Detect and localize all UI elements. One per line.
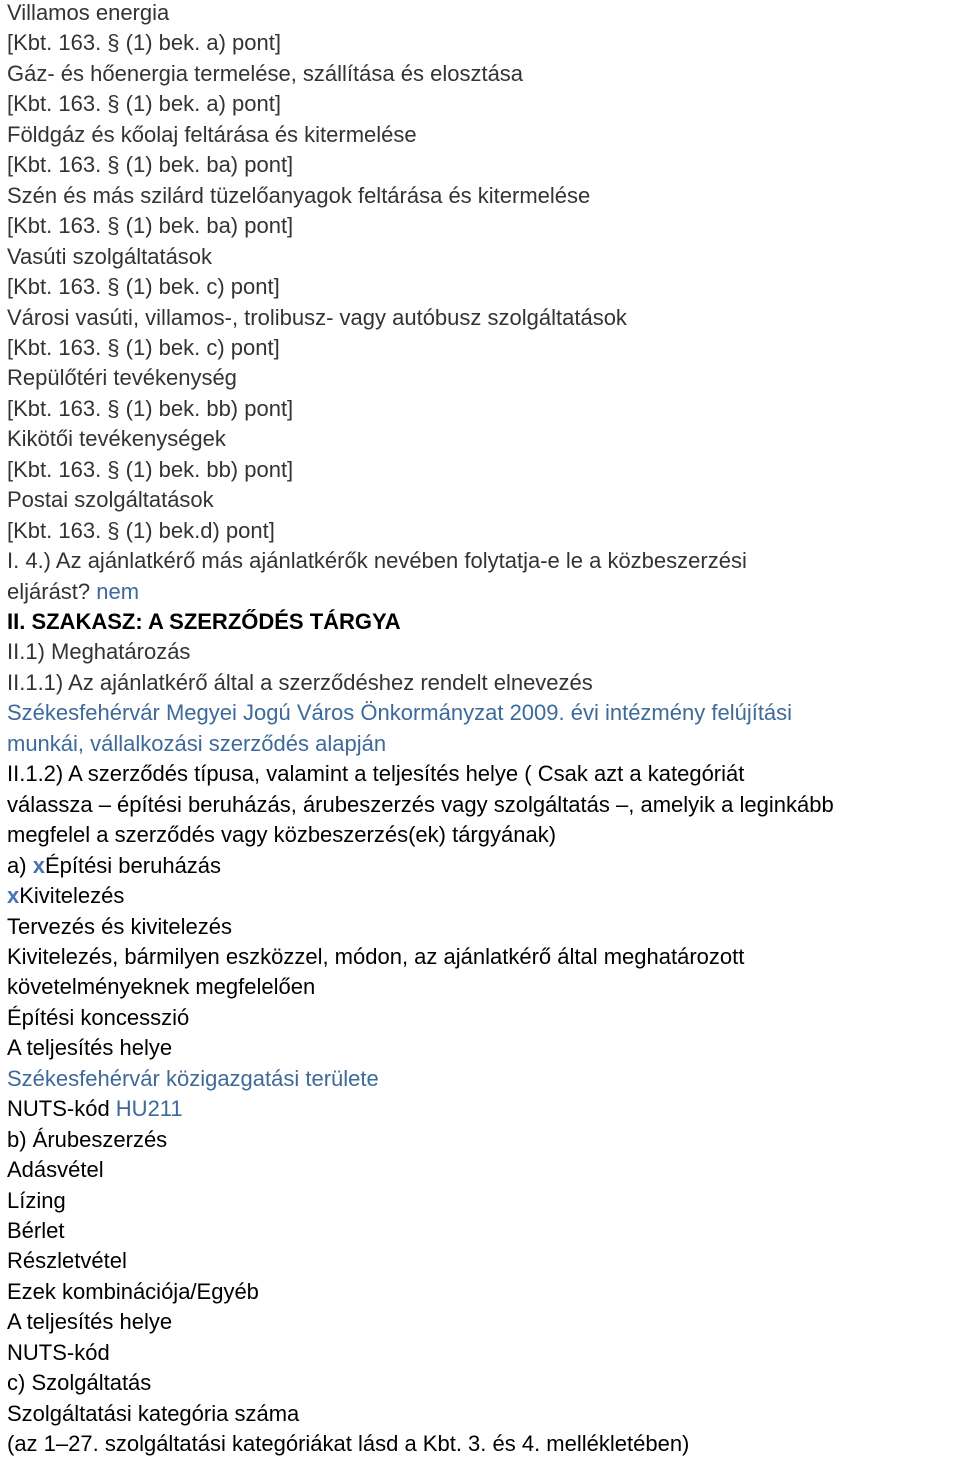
text-segment: A teljesítés helye — [7, 1035, 173, 1061]
text-segment: c) Szolgáltatás — [7, 1370, 152, 1396]
text-segment: Kivitelezés — [19, 883, 125, 909]
text-line — [7, 546, 747, 576]
text-segment: Kikötői tevékenységek — [7, 426, 226, 452]
text-segment: NUTS-kód — [7, 1096, 116, 1122]
text-line — [7, 211, 293, 241]
text-line — [7, 1125, 167, 1155]
text-segment: Részletvétel — [7, 1248, 127, 1274]
text-line — [7, 972, 315, 1002]
text-line — [7, 1246, 127, 1276]
section-heading: II. SZAKASZ: A SZERZŐDÉS TÁRGYA — [7, 609, 401, 634]
text-segment: Kivitelezés, bármilyen eszközzel, módon, az ajánlatkérő által meghatározott — [7, 943, 745, 969]
text-line — [7, 881, 124, 911]
text-segment: [Kbt. 163. § (1) bek. ba) pont] — [7, 213, 294, 239]
text-line — [7, 1429, 689, 1459]
text-line — [7, 1155, 104, 1185]
text-segment: I. 4.) Az ajánlatkérő más ajánlatkérők nevében folytatja-e le a közbeszerzési — [7, 548, 747, 574]
text-line — [7, 1216, 64, 1246]
text-line — [7, 1186, 66, 1216]
text-segment: Adásvétel — [7, 1157, 104, 1183]
text-line — [7, 516, 275, 546]
field-value: Székesfehérvár Megyei Jogú Város Önkormányzat 2009. évi intézmény felújítási — [7, 700, 793, 726]
text-line — [7, 1338, 110, 1368]
text-segment: [Kbt. 163. § (1) bek.d) pont] — [7, 517, 275, 543]
text-line — [7, 0, 169, 28]
checkbox-mark: x — [7, 883, 20, 909]
text-line — [7, 485, 214, 515]
text-segment: [Kbt. 163. § (1) bek. c) pont] — [7, 274, 280, 300]
text-segment: [Kbt. 163. § (1) bek. a) pont] — [7, 91, 281, 117]
text-line — [7, 1003, 189, 1033]
text-segment: válassza – építési beruházás, árubeszerzés vagy szolgáltatás –, amelyik a leginkább — [7, 791, 834, 817]
text-line — [7, 668, 593, 698]
text-segment: (az 1–27. szolgáltatási kategóriákat lásd a Kbt. 3. és 4. mellékletében) — [7, 1431, 690, 1457]
text-segment: Szén és más szilárd tüzelőanyagok feltárása és kitermelése — [7, 182, 591, 208]
text-segment: Gáz- és hőenergia termelése, szállítása és elosztása — [7, 60, 524, 86]
text-segment: b) Árubeszerzés — [7, 1126, 168, 1152]
text-line — [7, 89, 281, 119]
checkbox-mark: x — [32, 852, 45, 878]
text-segment: Vasúti szolgáltatások — [7, 243, 213, 269]
text-segment: Repülőtéri tevékenység — [7, 365, 237, 391]
text-line — [7, 424, 226, 454]
text-segment: [Kbt. 163. § (1) bek. c) pont] — [7, 334, 280, 360]
text-line — [7, 272, 280, 302]
text-line — [7, 790, 834, 820]
text-line — [7, 394, 293, 424]
text-line — [7, 820, 556, 850]
text-segment: [Kbt. 163. § (1) bek. a) pont] — [7, 30, 281, 56]
text-segment: eljárást? — [7, 578, 97, 604]
text-line — [7, 1399, 299, 1429]
text-segment: Szolgáltatási kategória száma — [7, 1400, 300, 1426]
text-segment: NUTS-kód — [7, 1339, 110, 1365]
text-line — [7, 333, 280, 363]
text-line — [7, 759, 744, 789]
text-line — [7, 1307, 172, 1337]
text-segment: Lízing — [7, 1187, 66, 1213]
text-segment: Földgáz és kőolaj feltárása és kitermelése — [7, 121, 417, 147]
text-segment: II.1.2) A szerződés típusa, valamint a teljesítés helye ( Csak azt a kategóriát — [7, 761, 745, 787]
text-line — [7, 729, 386, 759]
text-segment: [Kbt. 163. § (1) bek. ba) pont] — [7, 152, 294, 178]
text-segment: követelményeknek megfelelően — [7, 974, 316, 1000]
text-segment: II.1) Meghatározás — [7, 639, 191, 665]
text-line — [7, 1064, 379, 1094]
text-line — [7, 59, 523, 89]
text-segment: Bérlet — [7, 1218, 65, 1243]
text-segment: Postai szolgáltatások — [7, 487, 214, 513]
text-line — [7, 181, 590, 211]
text-line — [7, 912, 232, 942]
text-line — [7, 1033, 172, 1063]
text-segment: a) — [7, 852, 33, 878]
text-line — [7, 242, 212, 272]
text-segment: II.1.1) Az ajánlatkérő által a szerződéshez rendelt elnevezés — [7, 669, 593, 695]
text-line — [7, 1368, 151, 1398]
text-line — [7, 637, 190, 667]
field-value: munkái, vállalkozási szerződés alapján — [7, 730, 387, 756]
text-line — [7, 28, 281, 58]
text-segment: Villamos energia — [7, 0, 170, 25]
text-line — [7, 577, 139, 607]
text-line — [7, 698, 792, 728]
text-segment: [Kbt. 163. § (1) bek. bb) pont] — [7, 456, 294, 482]
field-value: HU211 — [115, 1096, 183, 1122]
field-value: Székesfehérvár közigazgatási területe — [7, 1065, 379, 1091]
text-segment: A teljesítés helye — [7, 1309, 173, 1335]
text-segment: Építési koncesszió — [7, 1004, 190, 1030]
text-line — [7, 303, 627, 333]
text-segment: Városi vasúti, villamos-, trolibusz- vagy autóbusz szolgáltatások — [7, 304, 627, 330]
text-segment: [Kbt. 163. § (1) bek. bb) pont] — [7, 395, 294, 421]
text-line — [7, 120, 417, 150]
text-segment: megfelel a szerződés vagy közbeszerzés(ek) tárgyának) — [7, 822, 557, 848]
text-line — [7, 851, 221, 881]
text-line — [7, 150, 293, 180]
text-line — [7, 455, 293, 485]
field-value: nem — [96, 578, 140, 604]
text-line — [7, 363, 237, 393]
text-segment: Tervezés és kivitelezés — [7, 913, 232, 939]
text-line — [7, 942, 744, 972]
text-line — [7, 1277, 259, 1307]
text-segment: Építési beruházás — [44, 852, 222, 878]
text-line — [7, 1094, 183, 1124]
text-segment: Ezek kombinációja/Egyéb — [7, 1278, 259, 1304]
text-line — [7, 607, 401, 637]
